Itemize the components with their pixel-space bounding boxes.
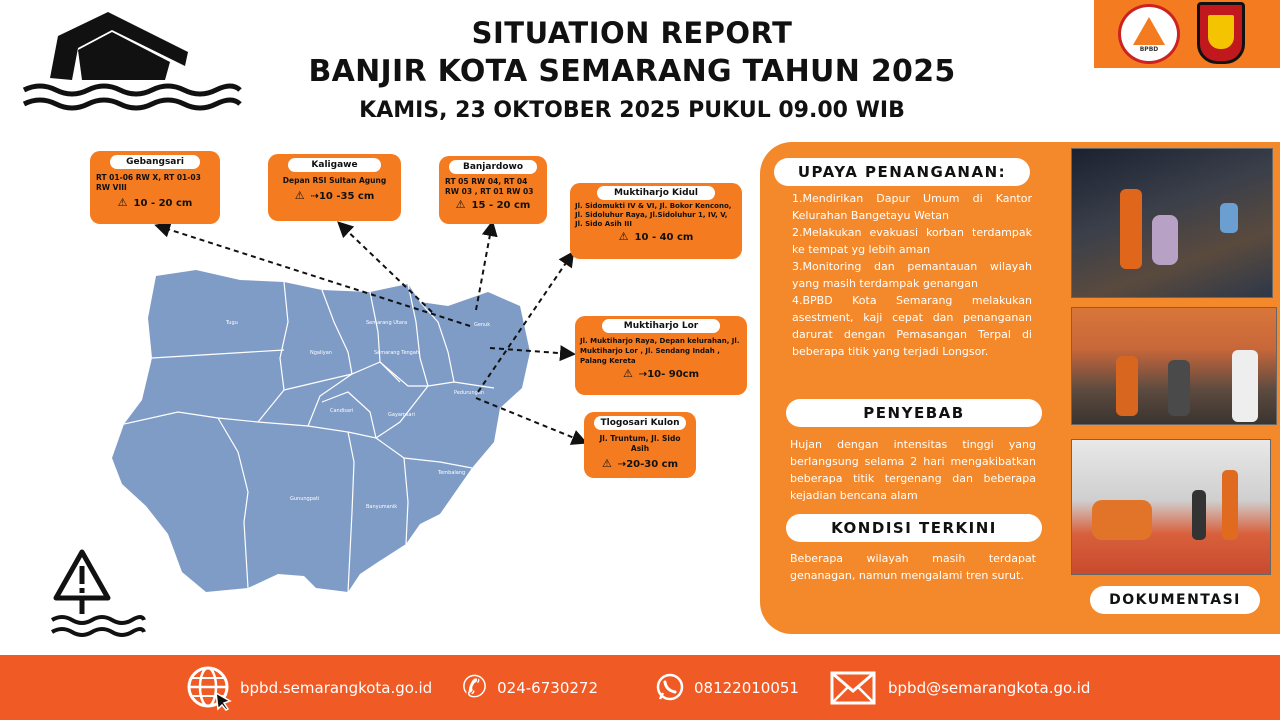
warning-icon: ⚠ <box>294 189 305 202</box>
whatsapp-icon <box>654 672 686 704</box>
upaya-item: 4.BPBD Kota Semarang melakukan asestment, kaji cepat dan penanganan darurat dengan Pemasangan Terpal di beberapa titik yang terjadi Longsor. <box>792 294 1032 358</box>
callout-depth: ⇢10- 90cm <box>638 369 700 380</box>
warning-icon: ⚠ <box>117 196 128 209</box>
upaya-heading: UPAYA PENANGANAN: <box>774 158 1030 186</box>
warning-icon: ⚠ <box>455 198 466 211</box>
callout-depth: ⇢20-30 cm <box>617 459 679 470</box>
dokumentasi-label: DOKUMENTASI <box>1090 586 1260 614</box>
penyebab-text: Hujan dengan intensitas tinggi yang berlangsung selama 2 hari mengakibatkan beberapa titik tergenang dan beberapa kejadian bencana alam <box>790 438 1036 502</box>
email-text: bpbd@semarangkota.go.id <box>888 678 1091 697</box>
upaya-item: 3.Monitoring dan pemantauan wilayah yang masih terdampak genangan <box>792 260 1032 290</box>
documentation-photo-1 <box>1071 148 1273 298</box>
callout-title: Banjardowo <box>449 160 537 174</box>
upaya-item: 1.Mendirikan Dapur Umum di Kantor Kelurahan Bangetayu Wetan <box>792 192 1032 222</box>
footer-phone[interactable] <box>462 655 598 720</box>
upaya-item: 2.Melakukan evakuasi korban terdampak ke tempat yg lebih aman <box>792 226 1032 256</box>
warning-icon: ⚠ <box>601 457 612 470</box>
callout-title: Muktiharjo Kidul <box>597 186 715 200</box>
callout-address: Jl. Muktiharjo Raya, Depan kelurahan, Jl. Muktiharjo Lor , Jl. Sendang Indah , Palang Kereta <box>580 337 740 365</box>
kondisi-text: Beberapa wilayah masih terdapat genanagan, namun mengalami tren surut. <box>790 552 1036 582</box>
whatsapp-text: 08122010051 <box>694 678 799 697</box>
callout-depth: ⇢10 -35 cm <box>310 191 375 202</box>
mail-icon <box>830 671 876 705</box>
documentation-photo-2 <box>1071 307 1277 425</box>
callout-gebangsari <box>90 151 220 224</box>
callout-address: Depan RSI Sultan Agung <box>282 176 387 185</box>
footer-bar <box>0 655 1280 720</box>
callout-address: RT 05 RW 04, RT 04 RW 03 , RT 01 RW 03 <box>445 177 534 196</box>
callout-title: Tlogosari Kulon <box>594 416 686 430</box>
callout-title: Kaligawe <box>288 158 381 172</box>
warning-icon: ⚠ <box>622 367 633 380</box>
city-emblem-logo <box>1197 2 1245 64</box>
callout-title: Muktiharjo Lor <box>602 319 720 333</box>
upaya-list <box>792 190 1032 360</box>
footer-email[interactable] <box>830 655 1090 720</box>
footer-website[interactable] <box>186 655 432 720</box>
callout-muktiharjo-kidul <box>570 183 742 259</box>
bpbd-logo: BPBD <box>1118 4 1180 64</box>
penyebab-heading: PENYEBAB <box>786 399 1042 427</box>
documentation-photo-3 <box>1071 439 1271 575</box>
info-panel <box>760 142 1280 634</box>
kondisi-heading: KONDISI TERKINI <box>786 514 1042 542</box>
callout-address: Jl. Truntum, Jl. Sido Asih <box>599 434 681 453</box>
callout-muktiharjo-lor <box>575 316 747 395</box>
footer-whatsapp[interactable] <box>654 655 799 720</box>
callout-depth: 10 - 20 cm <box>133 198 193 209</box>
callout-title: Gebangsari <box>110 155 200 169</box>
report-subtitle: BANJIR KOTA SEMARANG TAHUN 2025 <box>308 54 956 89</box>
callout-kaligawe <box>268 154 401 221</box>
callout-depth: 10 - 40 cm <box>634 232 694 243</box>
report-datetime: KAMIS, 23 OKTOBER 2025 PUKUL 09.00 WIB <box>359 98 905 123</box>
website-text: bpbd.semarangkota.go.id <box>240 678 433 697</box>
report-title: SITUATION REPORT <box>471 16 793 50</box>
phone-icon: ✆ <box>462 670 488 705</box>
callout-address: RT 01-06 RW X, RT 01-03 RW VIII <box>96 173 201 192</box>
logo-area <box>1094 0 1280 68</box>
callout-tlogosari-kulon <box>584 412 696 478</box>
phone-text: 024-6730272 <box>497 678 598 697</box>
globe-icon <box>186 665 232 711</box>
callout-depth: 15 - 20 cm <box>471 200 531 211</box>
warning-icon: ⚠ <box>618 230 629 243</box>
callout-address: Jl. Sidomukti IV & VI, Jl. Bokor Kencono, Jl. Sidoluhur Raya, Jl.Sidoluhur 1, IV, V, Jl. Sido Asih III <box>575 202 732 228</box>
callout-banjardowo <box>439 156 547 224</box>
flood-warning-icon <box>48 548 148 638</box>
